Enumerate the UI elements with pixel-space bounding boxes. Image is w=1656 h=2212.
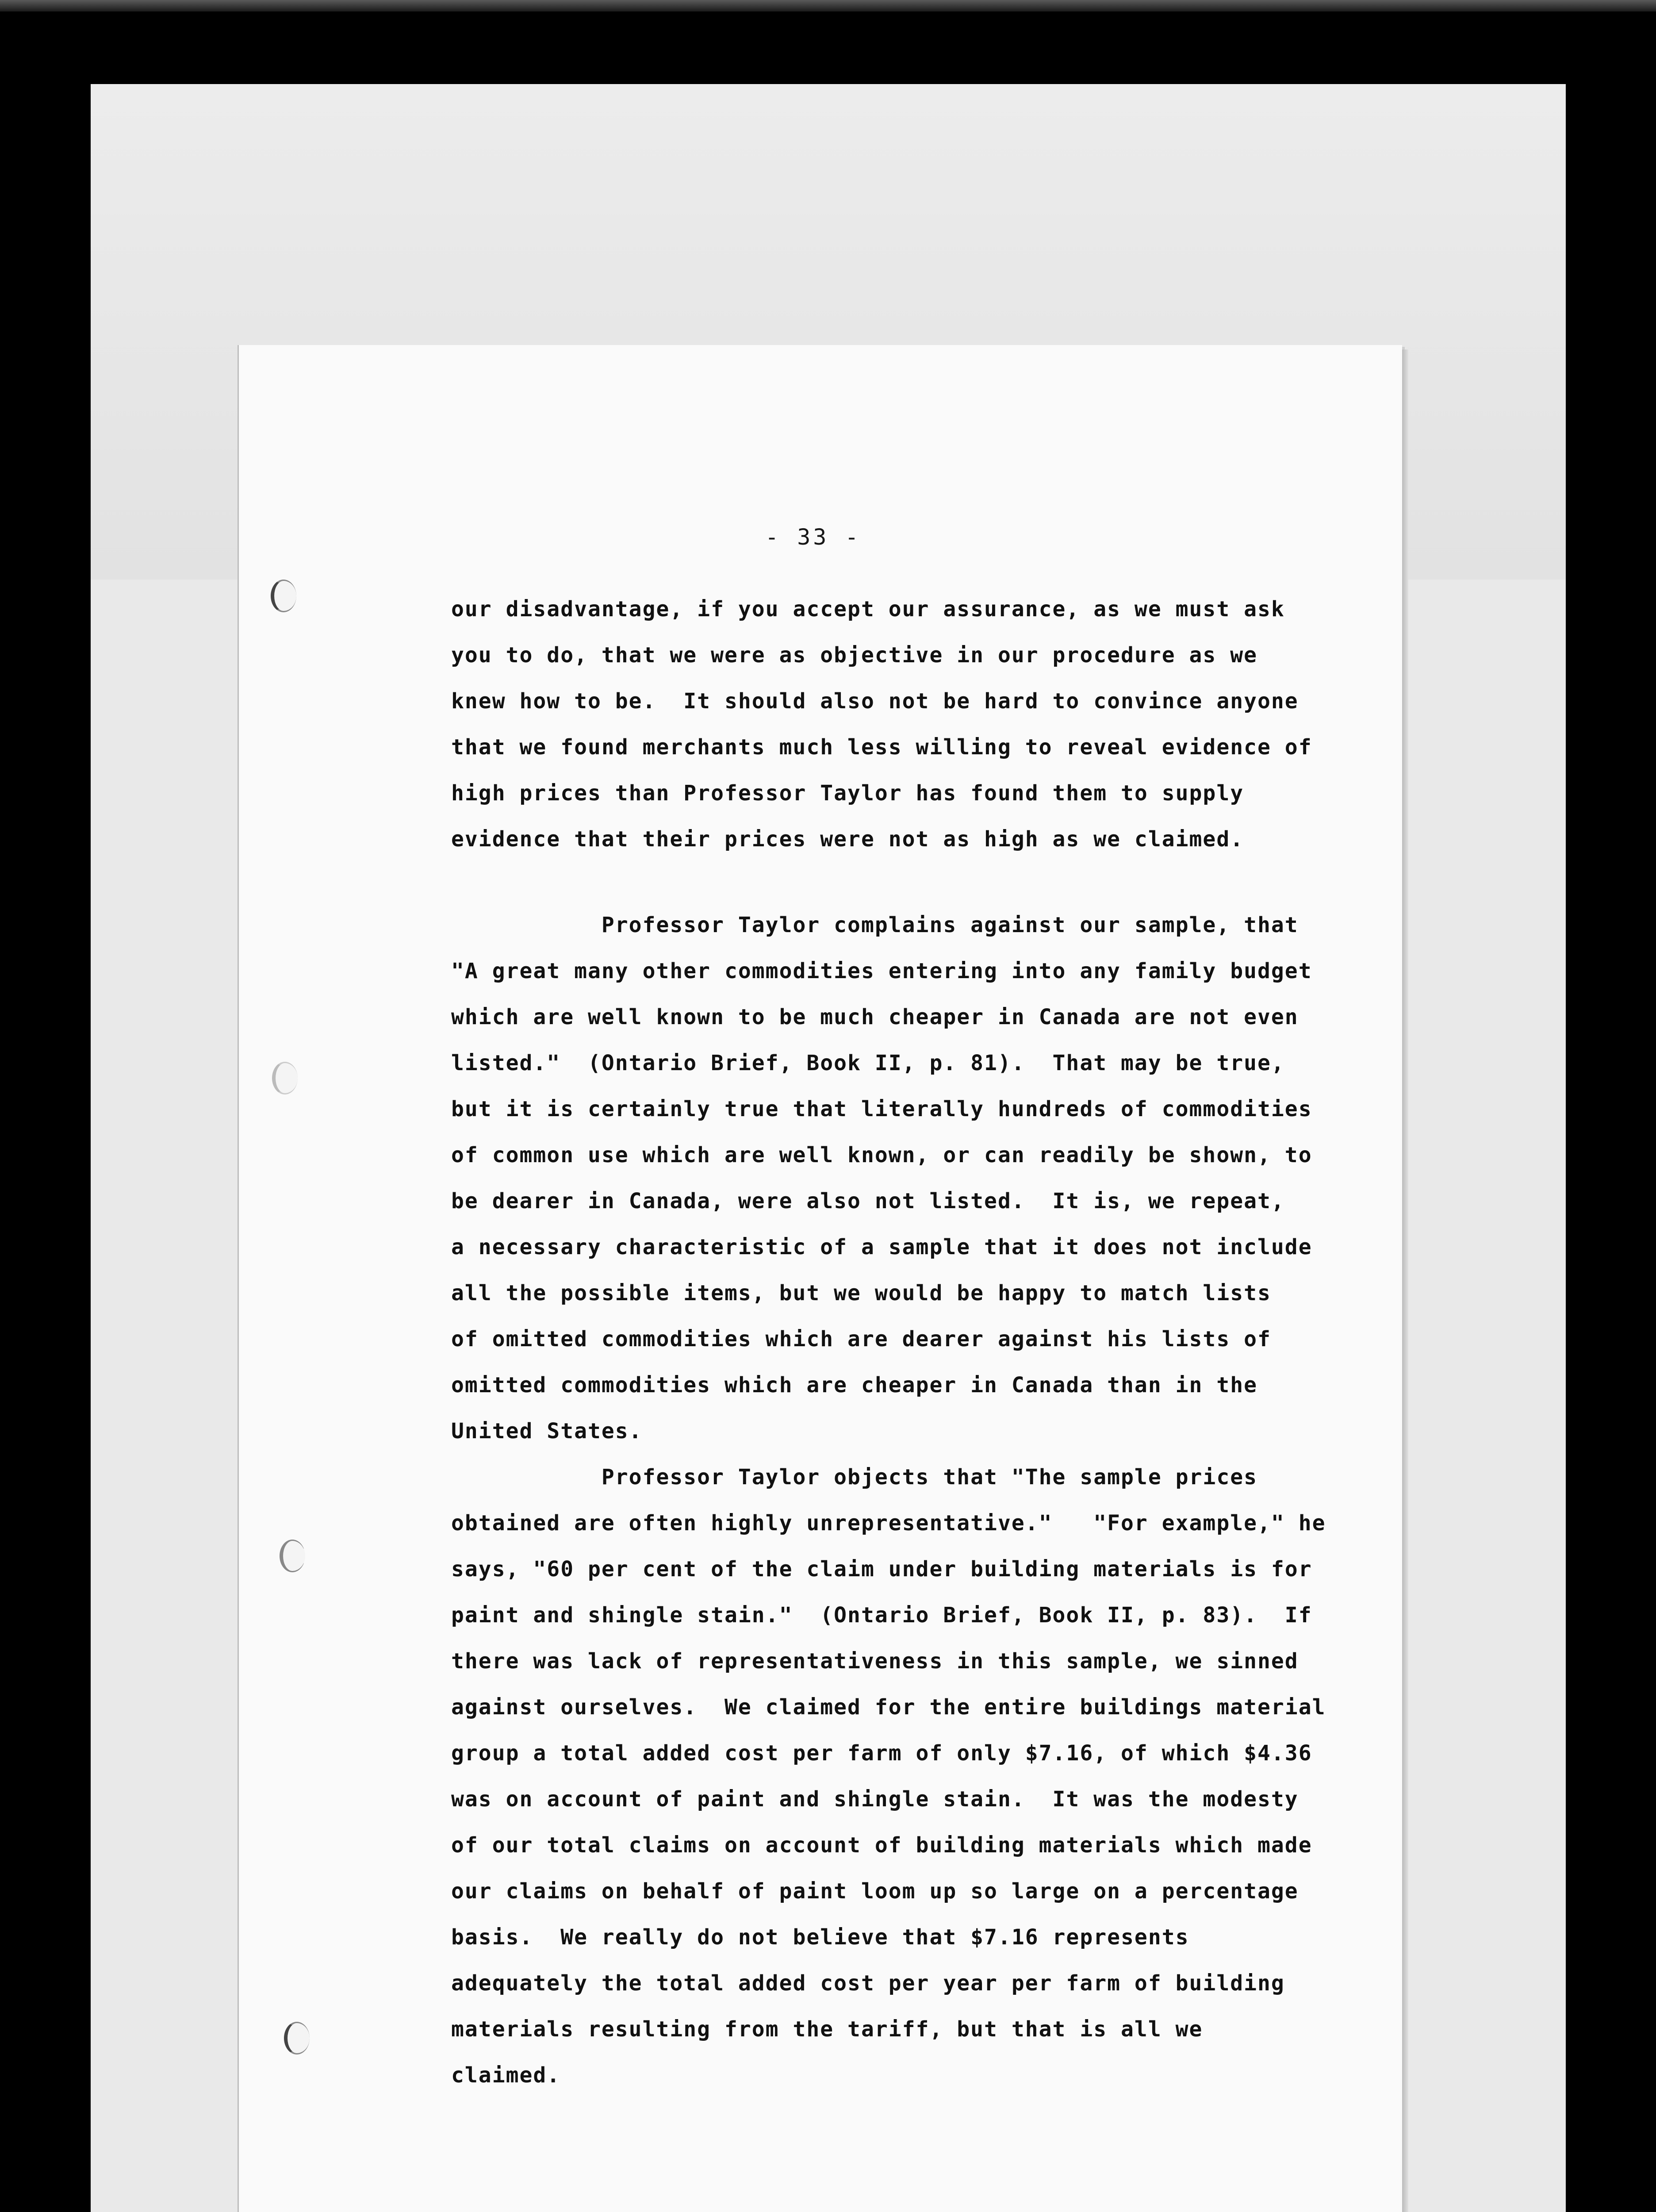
text-line: obtained are often highly unrepresentative." "For example," he [451,1511,1326,1536]
film-edge [0,0,1656,12]
text-line: all the possible items, but we would be happy to match lists [451,1281,1271,1306]
text-line: omitted commodities which are cheaper in Canada than in the [451,1373,1258,1398]
punch-hole-2 [272,1062,298,1094]
page-number: - 33 - [765,524,861,550]
text-line: evidence that their prices were not as high as we claimed. [451,827,1244,852]
text-line: be dearer in Canada, were also not listed. It is, we repeat, [451,1189,1285,1214]
text-line: listed." (Ontario Brief, Book II, p. 81). That may be true, [451,1051,1285,1075]
paragraph-gap [451,862,1380,902]
text-line: Professor Taylor complains against our sample, that [451,913,1299,937]
text-line: adequately the total added cost per year per farm of building [451,1971,1285,1996]
text-line: says, "60 per cent of the claim under building materials is for [451,1557,1312,1582]
text-line: of omitted commodities which are dearer against his lists of [451,1327,1271,1352]
text-line: paint and shingle stain." (Ontario Brief, Book II, p. 83). If [451,1603,1312,1628]
paragraph-1 [451,586,1380,862]
text-line: basis. We really do not believe that $7.16 represents [451,1925,1189,1950]
text-line: a necessary characteristic of a sample that it does not include [451,1235,1312,1260]
paragraph-2 [451,902,1380,1454]
text-line: that we found merchants much less willing to reveal evidence of [451,735,1312,760]
text-line: you to do, that we were as objective in our procedure as we [451,643,1258,668]
text-line: there was lack of representativeness in this sample, we sinned [451,1649,1299,1674]
text-line: knew how to be. It should also not be hard to convince anyone [451,689,1299,714]
sheet-edge [1402,349,1408,2212]
text-line: which are well known to be much cheaper in Canada are not even [451,1005,1299,1029]
document-body [451,586,1380,2098]
text-line: was on account of paint and shingle stain. It was the modesty [451,1787,1299,1812]
paragraph-3 [451,1454,1380,2098]
text-line: of common use which are well known, or can readily be shown, to [451,1143,1312,1167]
punch-hole-3 [280,1540,305,1572]
text-line: materials resulting from the tariff, but that is all we [451,2017,1203,2042]
text-line: Professor Taylor objects that "The sample prices [451,1465,1258,1490]
text-line: of our total claims on account of building materials which made [451,1833,1312,1858]
text-line: against ourselves. We claimed for the entire buildings material [451,1695,1326,1720]
text-line: "A great many other commodities entering into any family budget [451,959,1312,983]
text-line: claimed. [451,2063,561,2088]
text-line: high prices than Professor Taylor has found them to supply [451,781,1244,806]
text-line: our claims on behalf of paint loom up so large on a percentage [451,1879,1299,1904]
text-line: United States. [451,1419,643,1444]
punch-hole-1 [271,580,296,612]
text-line: our disadvantage, if you accept our assurance, as we must ask [451,597,1285,622]
text-line: but it is certainly true that literally hundreds of commodities [451,1097,1312,1121]
punch-hole-4 [284,2022,310,2055]
text-line: group a total added cost per farm of only $7.16, of which $4.36 [451,1741,1312,1766]
